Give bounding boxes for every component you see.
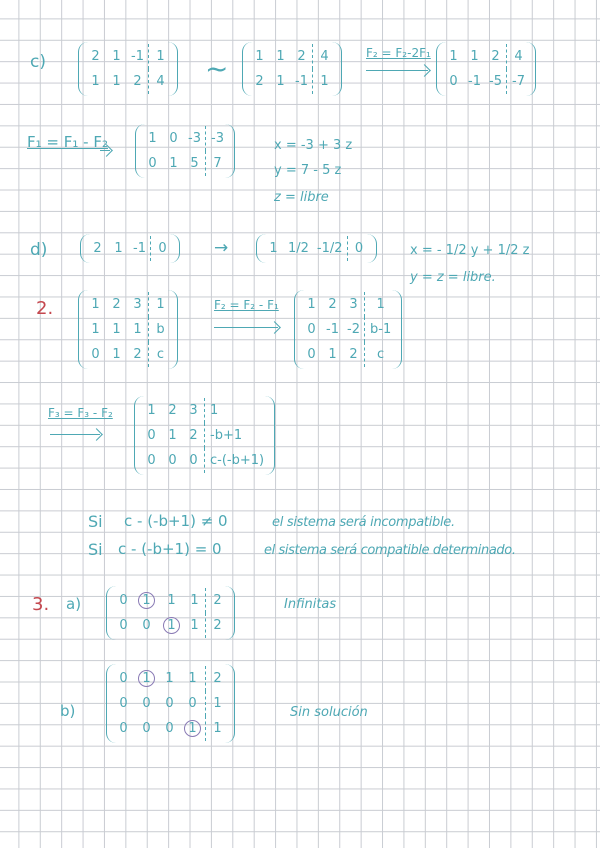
cell: 0 [169,131,178,146]
cell: 0 [189,453,198,468]
cell: -5 [489,74,502,89]
row-operation-c2: F₁ = F₁ - F₂ [27,133,108,151]
cell: 0 [142,721,151,736]
part-d-label: d) [30,240,48,260]
cell: 3 [349,297,358,312]
cell: -1 [326,322,339,337]
solution-c-x: x = -3 + 3 z [274,138,353,153]
cell: 1 [91,74,100,89]
cell: 1 [91,297,100,312]
part-3a-label: a) [66,595,82,613]
cell: 1 [149,44,172,69]
cell: -b+1 [205,423,269,448]
cell: 0 [188,696,197,711]
cell: 1 [205,398,269,423]
cell: 2 [491,49,500,64]
cell: 1 [365,292,396,317]
cell: 1 [148,131,157,146]
solution-d-x: x = - 1/2 y + 1/2 z [410,243,530,258]
cell: 1 [112,347,121,362]
cell: 0 [168,453,177,468]
cell: 1 [206,691,229,716]
problem-2-number: 2. [36,298,54,319]
cell: -3 [188,131,201,146]
cell: 0 [147,453,156,468]
cell: -2 [347,322,360,337]
cell: 1 [307,297,316,312]
cell: -1/2 [316,241,343,256]
cell: 5 [190,156,199,171]
cell: 1 [149,292,172,317]
cell: 0 [165,721,174,736]
cell: b-1 [365,317,396,342]
cell: 0 [119,618,128,633]
row-operation-c1: F₂ = F₂-2F₁ [366,46,431,60]
cell: 2 [255,74,264,89]
matrix-c2 [242,42,342,96]
arrow-c1 [366,70,428,71]
cell: 1 [276,74,285,89]
pivot-circle: 1 [163,617,180,634]
cell: 0 [119,593,128,608]
cell: 1 [133,322,142,337]
result-3b: Sin solución [290,705,368,720]
matrix-d1 [80,234,180,263]
condition-1-result: el sistema será incompatible. [272,515,455,530]
cell: -1 [295,74,308,89]
cell: 1 [147,403,156,418]
cell: 4 [313,44,336,69]
pivot-cell [180,716,206,741]
part-3b-label: b) [60,702,76,720]
arrow-c2 [100,150,110,151]
cell: 1 [112,49,121,64]
cell: c [365,342,396,367]
tilde-symbol: ~ [205,52,229,85]
cell: 0 [119,671,128,686]
cell: 2 [133,347,142,362]
cell: 0 [307,322,316,337]
cell: 0 [148,156,157,171]
cell: 1 [190,593,199,608]
cell: 4 [149,69,172,94]
matrix-2c [134,396,275,475]
result-3a: Infinitas [284,597,337,612]
cell: 1 [168,428,177,443]
cell: 0 [142,618,151,633]
pivot-circle: 1 [184,720,201,737]
cell: 2 [93,241,102,256]
pivot-cell [134,588,159,613]
matrix-c4 [135,124,235,178]
cell: 1 [114,241,123,256]
cell: 1 [449,49,458,64]
matrix-2b [294,290,402,369]
cell: 2 [297,49,306,64]
cell: 1 [313,69,336,94]
cell: 2 [112,297,121,312]
condition-1-si: Si [88,512,103,531]
cell: -7 [507,69,530,94]
arrow-d: → [214,238,229,258]
row-operation-2a: F₂ = F₂ - F₁ [214,298,279,312]
cell: -1 [131,49,144,64]
pivot-cell [159,613,184,638]
cell: 1 [169,156,178,171]
solution-c-y: y = 7 - 5 z [274,163,342,178]
solution-c-z: z = libre [274,190,329,205]
cell: 2 [206,613,229,638]
cell: 0 [119,696,128,711]
cell: 2 [328,297,337,312]
condition-1-expr: c - (-b+1) ≠ 0 [124,512,228,530]
cell: 1 [167,593,176,608]
cell: 4 [507,44,530,69]
cell: 0 [151,236,174,261]
matrix-3a [106,586,235,640]
cell: 1 [470,49,479,64]
cell: 1 [328,347,337,362]
cell: -3 [206,126,229,151]
cell: 0 [147,428,156,443]
cell: b [149,317,172,342]
part-c-label: c) [30,52,46,72]
cell: 0 [347,236,370,261]
cell: c [149,342,172,367]
cell: 1 [276,49,285,64]
matrix-d2 [256,234,377,263]
cell: 0 [142,696,151,711]
cell: 0 [165,696,174,711]
cell: 3 [189,403,198,418]
cell: 0 [119,721,128,736]
pivot-circle: 1 [138,670,155,687]
cell: 2 [133,74,142,89]
condition-2-expr: c - (-b+1) = 0 [118,540,222,558]
cell: 0 [307,347,316,362]
cell: 0 [91,347,100,362]
cell: 1 [206,716,229,741]
pivot-cell [134,666,159,691]
matrix-3b [106,664,235,743]
matrix-c1 [78,42,178,96]
cell: 1 [188,671,197,686]
cell: 3 [133,297,142,312]
cell: 0 [449,74,458,89]
problem-3-number: 3. [32,594,50,615]
cell: 1/2 [288,241,309,256]
cell: -1 [468,74,481,89]
arrow-2a [214,327,278,328]
pivot-circle: 1 [138,592,155,609]
cell: 2 [349,347,358,362]
cell: 1 [91,322,100,337]
condition-2-result: el sistema será compatible determinado. [264,543,516,558]
cell: 1 [165,671,174,686]
cell: 7 [206,151,229,176]
cell: 2 [206,588,229,613]
condition-2-si: Si [88,540,103,559]
cell: 2 [206,666,229,691]
matrix-2a [78,290,178,369]
cell: 2 [91,49,100,64]
cell: -1 [133,241,146,256]
solution-d-yz: y = z = libre. [410,270,496,285]
cell: 2 [189,428,198,443]
matrix-c3 [436,42,536,96]
arrow-2b [50,434,100,435]
row-operation-2b: F₃ = F₃ - F₂ [48,406,113,420]
cell: c-(-b+1) [205,448,269,473]
cell: 1 [190,618,199,633]
cell: 1 [255,49,264,64]
cell: 2 [168,403,177,418]
cell: 1 [112,322,121,337]
cell: 1 [269,241,278,256]
cell: 1 [112,74,121,89]
